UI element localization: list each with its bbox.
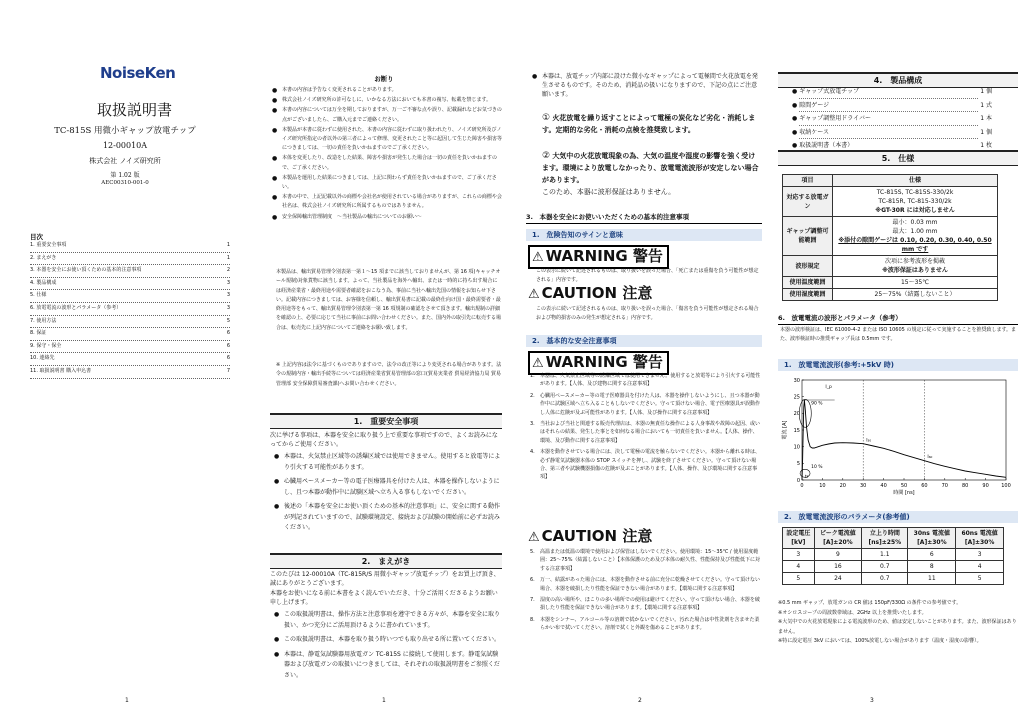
spec-value [833, 187, 998, 217]
spec-row [783, 256, 998, 277]
toc-item [30, 290, 230, 303]
edition: 第 1.02 版 [110, 172, 140, 179]
item-2-text: 大気中の火花放電現象の為、大気の温度や湿度の影響を強く受けます。環境により放電しなかったり、放電電流波形が安定しない場合があります。 [542, 152, 759, 184]
section-2-intro: このたびは 12-00010A（TC-815R/S 用微小ギャップ放電チップ）をお買上げ頂き、誠にありがとうございます。 [270, 571, 500, 587]
part-name: ギャップ式放電チップ [799, 87, 978, 99]
y-axis-label: 電流 [A] [782, 420, 788, 440]
consumable-item-1 [542, 112, 762, 136]
item-number: 2. [530, 392, 535, 399]
item-number: 3. [530, 421, 535, 428]
item-text: 湿度の高い場所や、ほこりの多い場所での使用は避けてください。守って頂けない場合、本器を破損したり性能を保証できない場合があります。【環境に関する注意事項】 [540, 597, 760, 612]
section-1-intro: 次に挙げる事項は、本器を安全に取り扱う上で重要な事項ですので、よくお読みになってからご使用ください。 [270, 432, 498, 448]
param-header-row [783, 528, 1004, 549]
chart-annotation: tr [805, 475, 809, 480]
page-cover [0, 0, 250, 724]
x-tick-label: 60 [921, 483, 928, 489]
part-bullet: ● [792, 101, 798, 109]
y-tick-label: 10 [793, 444, 800, 451]
warning-label [528, 245, 669, 269]
part-name: 収納ケース [799, 128, 978, 140]
numbered-item [530, 548, 762, 573]
param-cell: 11 [908, 573, 956, 585]
item-1-number: ① [542, 113, 551, 123]
no-waveform-guarantee: このため、本器に波形保証はありません。 [542, 188, 676, 196]
part-item [792, 87, 992, 101]
toc-item-title: 6. 放電電流の波形とパラメータ（参考） [30, 304, 122, 311]
section-2-heading: 2. まえがき [270, 553, 502, 569]
spec-header-spec: 仕様 [833, 175, 998, 187]
page-title: 取扱説明書 [97, 101, 173, 119]
param-cell: 0.7 [862, 561, 908, 573]
toc-item [30, 316, 230, 329]
page-spec [774, 0, 1024, 724]
section-4-heading: 4. 製品構成 [778, 72, 1018, 88]
item-number: 1. [530, 373, 535, 379]
spec-line: TC-815S, TC-815S-330/2k [876, 189, 954, 196]
x-axis-label: 時間 [ns] [893, 490, 915, 496]
spec-value: 15〜35℃ [833, 277, 998, 289]
part-bullet: ● [792, 128, 798, 136]
x-tick-label: 90 [982, 483, 989, 489]
caution-description: この表示に続いて記述されるものは、取り扱いを誤った場合、「傷害を負う可能性が想定される場合および物的損害のみの発生が想定される」内容です。 [536, 306, 759, 321]
numbered-item [530, 616, 762, 633]
item-text: 当社および当社と関連する販売代理店は、本器の無責任な操作による人身事故や故障の起因、或いはそれらの結果、発生した事とを如何なる場合においても一切責任を負いません。【人体、操作、環境、及び動作に関する注意事項】 [540, 421, 761, 444]
section-1-heading: 1. 重要安全事項 [270, 413, 502, 429]
y-tick-label: 30 [793, 377, 800, 384]
param-header: 30ns 電流値 [A]±30% [908, 528, 956, 549]
y-tick-label: 0 [796, 477, 800, 484]
param-cell: 24 [814, 573, 862, 585]
item-number: 6. [530, 577, 535, 584]
notice-item: ● 本書の中で、上記記載以外の商標や会社名が使用されている場合がありますが、これらの商標や会社名は、株式会社ノイズ研究所に所属するものではありません。 [270, 193, 502, 211]
bullet-item: ● 心臓用ペースメーカー等の電子医療器具を付けた人は、本器を操作しないようにし、且つ本器が動作中に試験区域へ立ち入る事もしないでください。 [272, 477, 502, 498]
warning-text: WARNING 警告 [545, 247, 663, 265]
chart-annotation: I_p [825, 385, 832, 390]
notice-item: ● 本書の内容は予告なく変更されることがあります。 [270, 86, 502, 95]
toc-item [30, 303, 230, 316]
toc-item-title: 8. 保証 [30, 330, 47, 337]
part-qty: 1 個 [980, 128, 992, 136]
spec-row [783, 217, 998, 256]
warning-description: この表示に続いて記述されるものは、取り扱いを誤った場合、「死亡または重傷を負う可能性が想定される」内容です。 [536, 268, 759, 283]
toc-title: 目次 [30, 233, 43, 241]
warning-triangle-icon: ⚠ [532, 356, 544, 371]
param-header: ピーク電流値 [A]±20% [814, 528, 862, 549]
chart-annotation: I₆₀ [927, 455, 933, 460]
warning-triangle-icon: ⚠ [532, 250, 544, 265]
numbered-item [530, 392, 762, 417]
spec-label: 対応する放電ガン [783, 187, 833, 217]
subsection-parameters: 2. 放電電流波形のパラメータ(参考値) [778, 511, 1018, 523]
param-cell: 3 [956, 549, 1004, 561]
spec-value: 25〜75%（結露しないこと） [833, 289, 998, 301]
page-number: 1 [382, 697, 386, 704]
spec-header-row [783, 175, 998, 187]
notice-item: ● 本製品が本書に従わずに使用された、本書の内容に従わずに取り扱われたり、ノイズ研究所及びノイズ研究所指定の者以外の第三者によって修理、変更されたこと等に起因して生じた障害や損害等につきましては、一切の責任を負いかねますのでご了承ください。 [270, 126, 502, 154]
param-cell: 5 [783, 573, 815, 585]
y-tick-label: 5 [796, 461, 800, 468]
page-notices [258, 0, 510, 724]
item-text: 本器は、火気禁止区域等の誘爆区域では使用できません。使用すると放電等により引火する可能性があります。【人体、及び建物に関する注意事項】 [540, 373, 761, 388]
section-1-list [272, 452, 502, 538]
x-tick-label: 10 [819, 483, 826, 489]
spec-note: ※波形保証はありません [882, 267, 948, 274]
param-cell: 6 [908, 549, 956, 561]
part-item [792, 128, 992, 142]
numbered-item [530, 448, 762, 482]
footnote: ※オシロスコープの周波数帯域は、2GHz 以上を推奨いたします。 [778, 609, 927, 616]
toc-item [30, 353, 230, 366]
param-cell: 4 [783, 561, 815, 573]
notice-item: ● 本製品を運用した結果につきましては、上記に関わらず責任を負いかねますので、ご了承ください。 [270, 174, 502, 192]
toc-item-title: 5. 仕様 [30, 292, 47, 299]
toc-item-page: 6 [226, 330, 230, 337]
item-number: 7. [530, 597, 535, 604]
warning-text: WARNING 警告 [545, 353, 663, 371]
spec-label: 波形規定 [783, 256, 833, 277]
spec-value [833, 217, 998, 256]
toc-item-page: 2 [226, 267, 230, 274]
x-tick-label: 50 [900, 483, 908, 489]
caution-label [528, 284, 652, 304]
section-5-heading: 5. 仕様 [778, 150, 1018, 166]
toc-item-title: 2. まえがき [30, 254, 57, 261]
item-text: 万一、結露があった場合には、本器を動作させる前に充分に乾燥させてください。守って頂けない場合、本器を破損したり性能を保証できない場合があります。【環境に関する注意事項】 [540, 577, 760, 592]
param-cell: 5 [956, 573, 1004, 585]
section-6-heading: 6. 放電電流の波形とパラメータ（参考） [778, 312, 1018, 325]
spec-header-item: 項目 [783, 175, 833, 187]
toc-item [30, 328, 230, 341]
notice-item: ● 本書の内容については万全を期しておりますが、万一ご不審な点や誤り、記載漏れなどお気づきの点がございましたら、ご購入元までご連絡ください。 [270, 106, 502, 124]
export-text: 本製品は、輸出貿易管理令別表第一第１〜15 項までに該当しておりませんが、第 16 項(キャッチオール規制)対象貨物に該当します。よって、当社製品を海外へ輸出、または一時的に持ち出す場合には経済産業省・最終用途や需要者確認をおこなう為、事前に当社へ輸出先国の情報をお知らせ下さい。記載内容につきましては、お客様を信頼し、輸出貿易書に記載の最終仕向け国・最終需要者・最終用途等をもって、輸出貿易管理令別表第一第 16 項規制の確認をさせて頂きます。輸出規制の詳細を確認の上、必要に応じて当社に事前にお問い合わせください。また、国内外の取引先に転売する場合は、転売先に上記内容についてご連絡をお願い致します。 [276, 269, 502, 331]
param-row [783, 561, 1004, 573]
numbered-item [530, 576, 762, 593]
chart-annotation: 10 % [811, 465, 823, 470]
footnotes [778, 599, 1018, 647]
part-bullet: ● [792, 142, 798, 149]
notice-title: お断り [374, 75, 394, 83]
item-2-number: ② [542, 151, 551, 161]
page-number: 3 [870, 697, 874, 704]
toc-list [30, 240, 230, 379]
toc-item [30, 366, 230, 379]
spec-row [783, 277, 998, 289]
param-row [783, 573, 1004, 585]
subsection-danger-signs: 1. 危険告知のサインと意味 [526, 229, 762, 241]
toc-item-title: 1. 重要安全事項 [30, 242, 67, 248]
spec-note: ※添付の隙間ゲージは 0.10, 0.20, 0.30, 0.40, 0.50 mm です [838, 237, 992, 253]
toc-item-page: 5 [226, 317, 230, 324]
part-bullet: ● [792, 115, 798, 122]
chart-annotation: 90 % [811, 401, 823, 407]
notice-item: ● 安全保障輸出管理制度 〜当社製品の輸出についてのお願い〜 [270, 213, 502, 222]
export-note: ※ 上記内容は法令に基づくものでありますので、法令の改正等により変更される場合があります。法令の規制内容・輸出手続等については経済産業省貿易管理部の窓口(貿易実業者 貿易経済協力局 貿易管理部 安全保障貿易審査課)へお問い合わせください。 [276, 362, 502, 387]
section-6-intro: 本器の波形検証は、IEC 61000-4-2 または ISO 10605 の規定に従って実施することを推奨致します。また、波形検証時の推奨ギャップ長は 0.5mm です。 [780, 327, 1017, 342]
toc-item-page: 6 [226, 355, 230, 362]
caution-text: CAUTION 注意 [541, 527, 653, 545]
param-header: 設定電圧 [kV] [783, 528, 815, 549]
spec-line: 次項に参考波形を掲載 [884, 258, 945, 265]
toc-item-page: 7 [226, 367, 230, 374]
x-tick-label: 80 [962, 483, 969, 489]
spec-table [782, 174, 998, 301]
waveform-chart [780, 374, 1016, 502]
part-name: 隙間ゲージ [799, 101, 978, 113]
doc-number: 12-00010A [102, 141, 148, 150]
toc-item-page: 1 [226, 254, 230, 261]
page-number: 1 [125, 697, 129, 704]
spec-label: 使用湿度範囲 [783, 289, 833, 301]
item-text: 本器をシンナー、アルコール等の溶剤で拭かないでください。汚れた場合は中性洗剤を含ませた柔らかい布で拭いてください。溶剤で拭くと外観を傷めることがあります。 [540, 616, 760, 632]
intro-bullet [530, 72, 762, 99]
section-3-heading: 3. 本器を安全にお使いいただくための基本的注意事項 [526, 211, 762, 224]
y-tick-label: 15 [793, 427, 800, 434]
item-number: 5. [530, 549, 535, 555]
bullet-item: ● 本器は、火気禁止区域等の誘爆区域では使用できません。使用すると放電等により引火する可能性があります。 [272, 452, 502, 473]
plot-frame [802, 380, 1006, 480]
toc-item-page: 3 [226, 279, 230, 286]
item-text: 高温または低温の環境で使用および保管はしないでください。使用環境：15〜35℃ / 使用湿度範囲：25〜75%（結露しないこと）【本体保護のため及び本体の耐久性、性能保持及び性能低下に対する注意事項】 [540, 549, 760, 572]
param-cell: 3 [783, 549, 815, 561]
param-cell: 9 [814, 549, 862, 561]
part-item [792, 114, 992, 128]
spec-note: ※GT-30R には対応しません [875, 207, 955, 214]
numbered-item [530, 372, 762, 389]
caution-triangle-icon: ⚠ [528, 530, 540, 545]
subsection-waveform: 1. 放電電流波形(参考:+5kV 時) [778, 359, 1018, 371]
numbered-item [530, 596, 762, 613]
toc-item-title: 7. 使用方法 [30, 317, 57, 324]
toc-item-title: 3. 本器を安全にお使い頂くための基本的注意事項 [30, 267, 142, 274]
noiseken-logo: NoiseKen [100, 64, 176, 82]
part-name: ギャップ調整用ドライバー [799, 114, 978, 126]
company-name: 株式会社 ノイズ研究所 [89, 157, 161, 165]
part-bullet: ● [792, 88, 798, 95]
toc-item-page: 1 [226, 242, 230, 248]
param-header: 60ns 電流値 [A]±30% [956, 528, 1004, 549]
x-tick-label: 30 [860, 483, 867, 489]
item-number: 4. [530, 449, 535, 456]
bullet-item: ● この取扱説明書は、本器を取り扱う時いつでも取り出せる所に置いてください。 [272, 635, 502, 646]
notice-item: ● 本体を変更したり、改造をした結果、障害や損害が発生した場合は一切の責任を負いかねますので、ご了承ください。 [270, 154, 502, 172]
toc-item [30, 265, 230, 278]
chart-annotation: I₃₀ [866, 438, 872, 444]
warning-items [530, 372, 762, 485]
item-1-text: 火花放電を繰り返すことによって電極の炭化など劣化・消耗します。定期的な劣化・消耗の点検を推奨致します。 [542, 114, 756, 134]
intro-text: 本器は、放電チップ内部に設けた微小なギャップによって電極間で火花放電を発生させるものです。そのため、消耗品の扱いになりますので、下記の点にご注意願います。 [542, 73, 758, 98]
item-number: 8. [530, 616, 535, 623]
param-cell: 16 [814, 561, 862, 573]
spec-row [783, 289, 998, 301]
spec-line: 最大：1.00 mm [892, 228, 938, 235]
x-tick-label: 0 [800, 483, 804, 489]
footnote: ※大気中での火花放電現象による電流波形のため、値は安定しないことがあります。また、波形保証はありません。 [778, 619, 1017, 635]
x-tick-label: 100 [1001, 483, 1011, 489]
toc-item-page: 3 [226, 292, 230, 299]
spec-label: 使用温度範囲 [783, 277, 833, 289]
part-item [792, 101, 992, 115]
param-cell: 4 [956, 561, 1004, 573]
toc-item [30, 341, 230, 354]
x-tick-label: 40 [880, 483, 887, 489]
toc-item-title: 11. 取扱説明書 購入申込書 [30, 367, 92, 374]
notice-list [270, 86, 502, 223]
param-cell: 0.7 [862, 573, 908, 585]
toc-item [30, 240, 230, 253]
parts-list [792, 87, 992, 155]
caution-label-2 [528, 527, 652, 547]
caution-triangle-icon: ⚠ [528, 287, 540, 302]
gap-chip-intro [530, 72, 762, 99]
y-tick-label: 25 [793, 394, 800, 401]
y-tick-label: 20 [793, 411, 800, 418]
caution-text: CAUTION 注意 [541, 284, 653, 302]
item-text: 本器を動作させている場合には、決して電極の電流を触らないでください。本器から離れる時は、必ず静電気試験器本体の STOP スイッチを押し、試験を終了させてください。守って頂けない場合、第三者や試験機器損傷の危険が及ぶことがあります。【人体、操作、及び環境に関する注意事項】 [540, 449, 761, 481]
part-qty: 1 本 [980, 115, 992, 122]
section-2-list [272, 610, 502, 685]
toc-item-title: 4. 製品構成 [30, 279, 57, 286]
subsection-basic-safety: 2. 基本的な安全注意事項 [526, 335, 762, 347]
x-tick-label: 20 [839, 483, 846, 489]
consumable-item-2 [542, 150, 762, 186]
reference-code: AEC00310-001-0 [101, 180, 149, 186]
part-qty: 1 個 [980, 88, 992, 95]
item-text: 心臓用ペースメーカー等の電子医療器具を付けた人は、本器を操作しないようにし、且つ本器が動作中に試験区域へ立ち入ることもしないでください。守って頂けない場合、電子医療器具が誤動作し人体に危険が及ぶ可能性があります。【人体、及び操作に関する注意事項】 [540, 392, 761, 416]
notice-item: ● 株式会社ノイズ研究所の許可なしに、いかなる方法においても本書の複写、転載を禁じます。 [270, 96, 502, 105]
spec-line: TC-815R, TC-815-330/2k [878, 198, 952, 205]
spec-value [833, 256, 998, 277]
model-name: TC-815S 用微小ギャップ放電チップ [54, 126, 196, 136]
part-qty: 1 式 [980, 101, 992, 109]
toc-item [30, 278, 230, 291]
toc-item [30, 253, 230, 266]
param-header: 立上り時間 [ns]±25% [862, 528, 908, 549]
x-tick-label: 70 [941, 483, 948, 489]
section-2-intro2: 本器をお使いになる前に本書をよく読んでいただき、十分ご活用くださるようお願い申し上げます。 [270, 590, 498, 606]
footnote: ※特に設定電圧 3kV においては、100%放電しない場合があります（温度・湿度の影響）。 [778, 638, 982, 645]
bullet-item: ● 本器は、静電気試験器用放電ガン TC-815S に接続して使用します。静電気試験器および放電ガンの取扱いにつきましては、それぞれの取扱説明書をご参照ください。 [272, 650, 502, 682]
toc-item-page: 6 [226, 342, 230, 349]
spec-row [783, 187, 998, 217]
toc-item-page: 3 [226, 304, 230, 311]
caution-items [530, 548, 762, 636]
numbered-item [530, 420, 762, 445]
part-name: 取扱説明書（本書） [799, 141, 978, 153]
footnote: ※0.5 mm ギャップ、放電ガンの CR 値は 150pF/330Ω の条件での参考値です。 [778, 600, 962, 606]
bullet-item: ● この取扱説明書は、操作方法と注意事項を遵守できる方々が、本器を安全に取り扱い、かつ充分にご活用頂けるように書かれています。 [272, 610, 502, 631]
parameter-table [782, 527, 1004, 585]
bullet-item: ● 後述の「本器を安全にお使い頂くための基本的注意事項」に、安全に関する動作が列記されていますので、試験環境設定、接続および試験の開始前に必ずお読みください。 [272, 502, 502, 534]
param-row [783, 549, 1004, 561]
page-safety [520, 0, 766, 724]
spec-label: ギャップ調整可能範囲 [783, 217, 833, 256]
part-qty: 1 枚 [980, 142, 992, 149]
param-cell: 8 [908, 561, 956, 573]
param-cell: 1.1 [862, 549, 908, 561]
toc-item-title: 9. 保守・保全 [30, 342, 62, 349]
toc-item-title: 10. 連絡先 [30, 355, 55, 362]
page-number: 2 [638, 697, 642, 704]
spec-line: 最小：0.03 mm [892, 219, 938, 226]
waveform-line [802, 400, 1006, 480]
